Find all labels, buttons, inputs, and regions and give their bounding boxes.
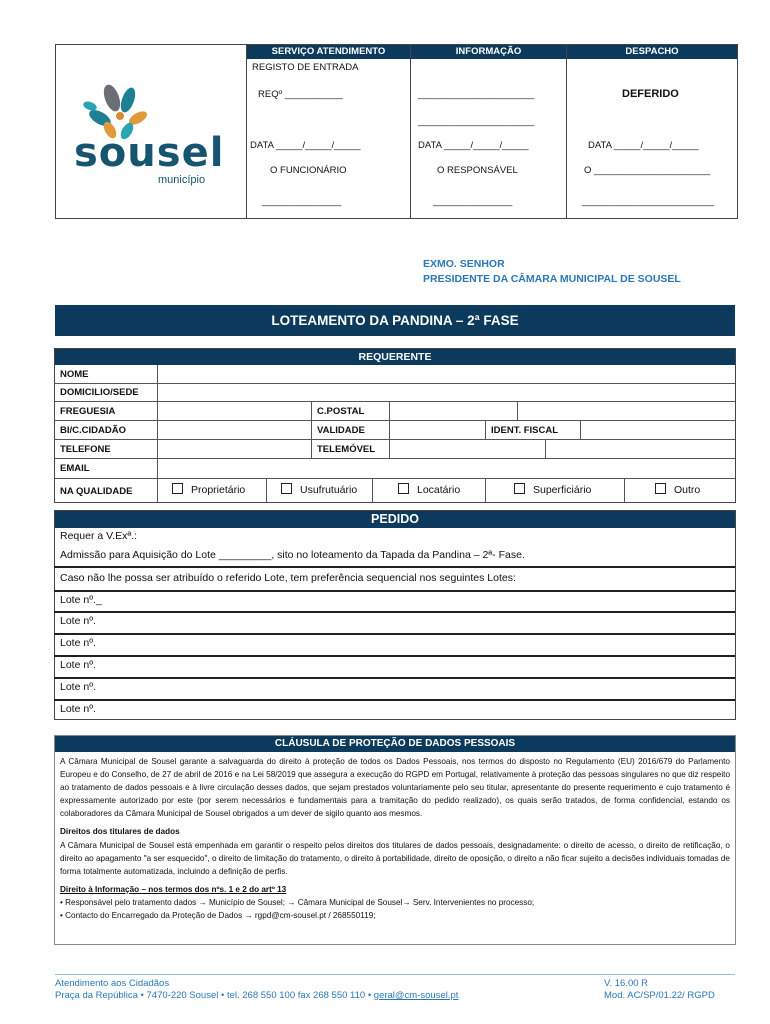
data-field-1[interactable]: DATA _____/_____/_____ [250, 140, 361, 151]
header-col-despacho: DESPACHO [567, 45, 737, 59]
lote-field-3[interactable]: Lote nº. [60, 637, 96, 649]
info-line-1[interactable]: ______________________ [418, 89, 535, 100]
cpostal-input[interactable] [390, 402, 516, 420]
deferido-label: DEFERIDO [622, 88, 679, 100]
lote-field-6[interactable]: Lote nº. [60, 703, 96, 715]
requerente-heading: REQUERENTE [55, 349, 735, 365]
lote-field-5[interactable]: Lote nº. [60, 681, 96, 693]
lote-field-1[interactable]: Lote nº._ [60, 594, 102, 606]
checkbox-icon[interactable] [655, 483, 666, 494]
page-title: LOTEAMENTO DA PANDINA – 2ª FASE [55, 305, 735, 336]
validade-label: VALIDADE [317, 424, 365, 436]
footer-email-link[interactable]: geral@cm-sousel.pt [373, 990, 459, 1001]
freguesia-label: FREGUESIA [60, 405, 116, 417]
domicilio-input[interactable] [158, 384, 735, 401]
nome-input[interactable] [158, 365, 735, 383]
option-proprietario[interactable]: Proprietário [172, 483, 245, 496]
checkbox-icon[interactable] [514, 483, 525, 494]
addressee-line-1: EXMO. SENHOR [423, 258, 505, 270]
data-field-2[interactable]: DATA _____/_____/_____ [418, 140, 529, 151]
clausula-subheading-direitos: Direitos dos titulares de dados [60, 827, 180, 837]
checkbox-icon[interactable] [281, 483, 292, 494]
footer-title: Atendimento aos Cidadãos [55, 978, 170, 989]
clausula-body [60, 755, 730, 922]
nome-label: NOME [60, 368, 89, 380]
clausula-bullet-1: • Responsável pelo tratamento dados → Município de Sousel; → Câmara Municipal de Sousel→ Serv. Intervenientes no processo; [60, 897, 535, 907]
pedido-box [54, 510, 736, 720]
responsavel-label: O RESPONSÁVEL [437, 165, 518, 176]
telefone-input[interactable] [158, 440, 310, 458]
header-col-servico: SERVIÇO ATENDIMENTO [247, 45, 410, 59]
funcionario-signature[interactable]: _______________ [262, 196, 342, 207]
option-usufrutuario[interactable]: Usufrutuário [281, 483, 357, 496]
footer-version: V. 16.00 R [604, 978, 649, 989]
bi-input[interactable] [158, 421, 310, 439]
pedido-heading: PEDIDO [55, 511, 735, 528]
pedido-line-3: Caso não lhe possa ser atribuído o referido Lote, tem preferência sequencial nos seguintes Lotes: [60, 572, 516, 584]
req-number-field[interactable]: REQº ___________ [258, 89, 343, 100]
despacho-signature[interactable]: _________________________ [582, 196, 715, 207]
responsavel-signature[interactable]: _______________ [433, 196, 513, 207]
bi-label: BI/C.CIDADÃO [60, 424, 126, 436]
pedido-line-2[interactable]: Admissão para Aquisição do Lote _________, sito no loteamento da Tapada da Pandina – 2ª- Fase. [60, 549, 525, 561]
footer-address: Praça da República • 7470-220 Sousel • tel. 268 550 100 fax 268 550 110 • geral@cm-sousel.pt [55, 990, 459, 1001]
funcionario-label: O FUNCIONÁRIO [270, 165, 347, 176]
registo-label: REGISTO DE ENTRADA [252, 62, 359, 73]
lote-field-2[interactable]: Lote nº. [60, 615, 96, 627]
clausula-bullet-2: • Contacto do Encarregado da Proteção de Dados → rgpd@cm-sousel.pt / 268550119; [60, 911, 376, 921]
despacho-name-field[interactable]: O ______________________ [584, 165, 711, 176]
pedido-line-1: Requer a V.Exª.: [60, 530, 138, 542]
clausula-subheading-informacao: Direito à Informação – nos termos dos nºs. 1 e 2 do artº 13 [60, 884, 287, 894]
info-line-2[interactable]: ______________________ [418, 116, 535, 127]
cpostal-label: C.POSTAL [317, 405, 365, 417]
logo-text: sousel [74, 130, 225, 176]
option-outro[interactable]: Outro [655, 483, 700, 496]
telemovel-input[interactable] [390, 440, 544, 458]
checkbox-icon[interactable] [172, 483, 183, 494]
ident-fiscal-input[interactable] [581, 421, 735, 439]
clausula-paragraph-1: A Câmara Municipal de Sousel garante a salvaguarda do direito à proteção de todos os Dados Pessoais, nos termos do disposto no Regulamento (EU) 2016/679 do Parlamento Europeu e do Conselho, de 27 de abril de 2016 e na Lei 58/2019 que assegura a execução do RGPD em Portugal, relativamente à proteção das pessoas singulares no que diz respeito ao tratamento de dados pessoais e à livre circulação desses dados, que sejam prestados voluntariamente pelo seu titular, apresentante do presente requerimento e cujo tratamento é expressamente autorizado por este (por serem necessários e fundamentais para a tramitação do pedido realizado), os quais serão tratados, de forma confidencial, estando os colaboradores da Câmara Municipal de Sousel obrigados a um dever de sigilo quanto aos mesmos. [60, 757, 730, 819]
checkbox-icon[interactable] [398, 483, 409, 494]
ident-fiscal-label: IDENT. FISCAL [491, 424, 559, 436]
lote-field-4[interactable]: Lote nº. [60, 659, 96, 671]
qualidade-label: NA QUALIDADE [60, 485, 133, 497]
domicilio-label: DOMICILIO/SEDE [60, 387, 139, 398]
option-superficiario[interactable]: Superficiário [514, 483, 591, 496]
municipality-logo [70, 78, 225, 188]
clausula-paragraph-2: A Câmara Municipal de Sousel está empenhada em garantir o respeito pelos direitos dos titulares de dados pessoais, designadamente: o direito de acesso, o direito de retificação, o direito ao apagamento "a ser esquecido", o direito de limitação do tratamento, o direito à portabilidade, direito de oposição, o direito a não ficar sujeito a decisões individuais tomadas de forma totalmente automatizada, incluindo a definição de perfis. [60, 840, 730, 876]
email-input[interactable] [158, 459, 735, 478]
data-field-3[interactable]: DATA _____/_____/_____ [588, 140, 699, 151]
freguesia-input[interactable] [158, 402, 310, 420]
option-locatario[interactable]: Locatário [398, 483, 460, 496]
addressee-line-2: PRESIDENTE DA CÂMARA MUNICIPAL DE SOUSEL [423, 273, 681, 285]
telemovel-label: TELEMÓVEL [317, 443, 376, 455]
footer-model: Mod. AC/SP/01.22/ RGPD [604, 990, 715, 1001]
header-col-informacao: INFORMAÇÃO [411, 45, 566, 59]
clausula-heading: CLÁUSULA DE PROTEÇÃO DE DADOS PESSOAIS [55, 736, 735, 752]
logo-subtext: município [158, 174, 206, 186]
telefone-label: TELEFONE [60, 443, 111, 455]
email-label: EMAIL [60, 463, 90, 474]
